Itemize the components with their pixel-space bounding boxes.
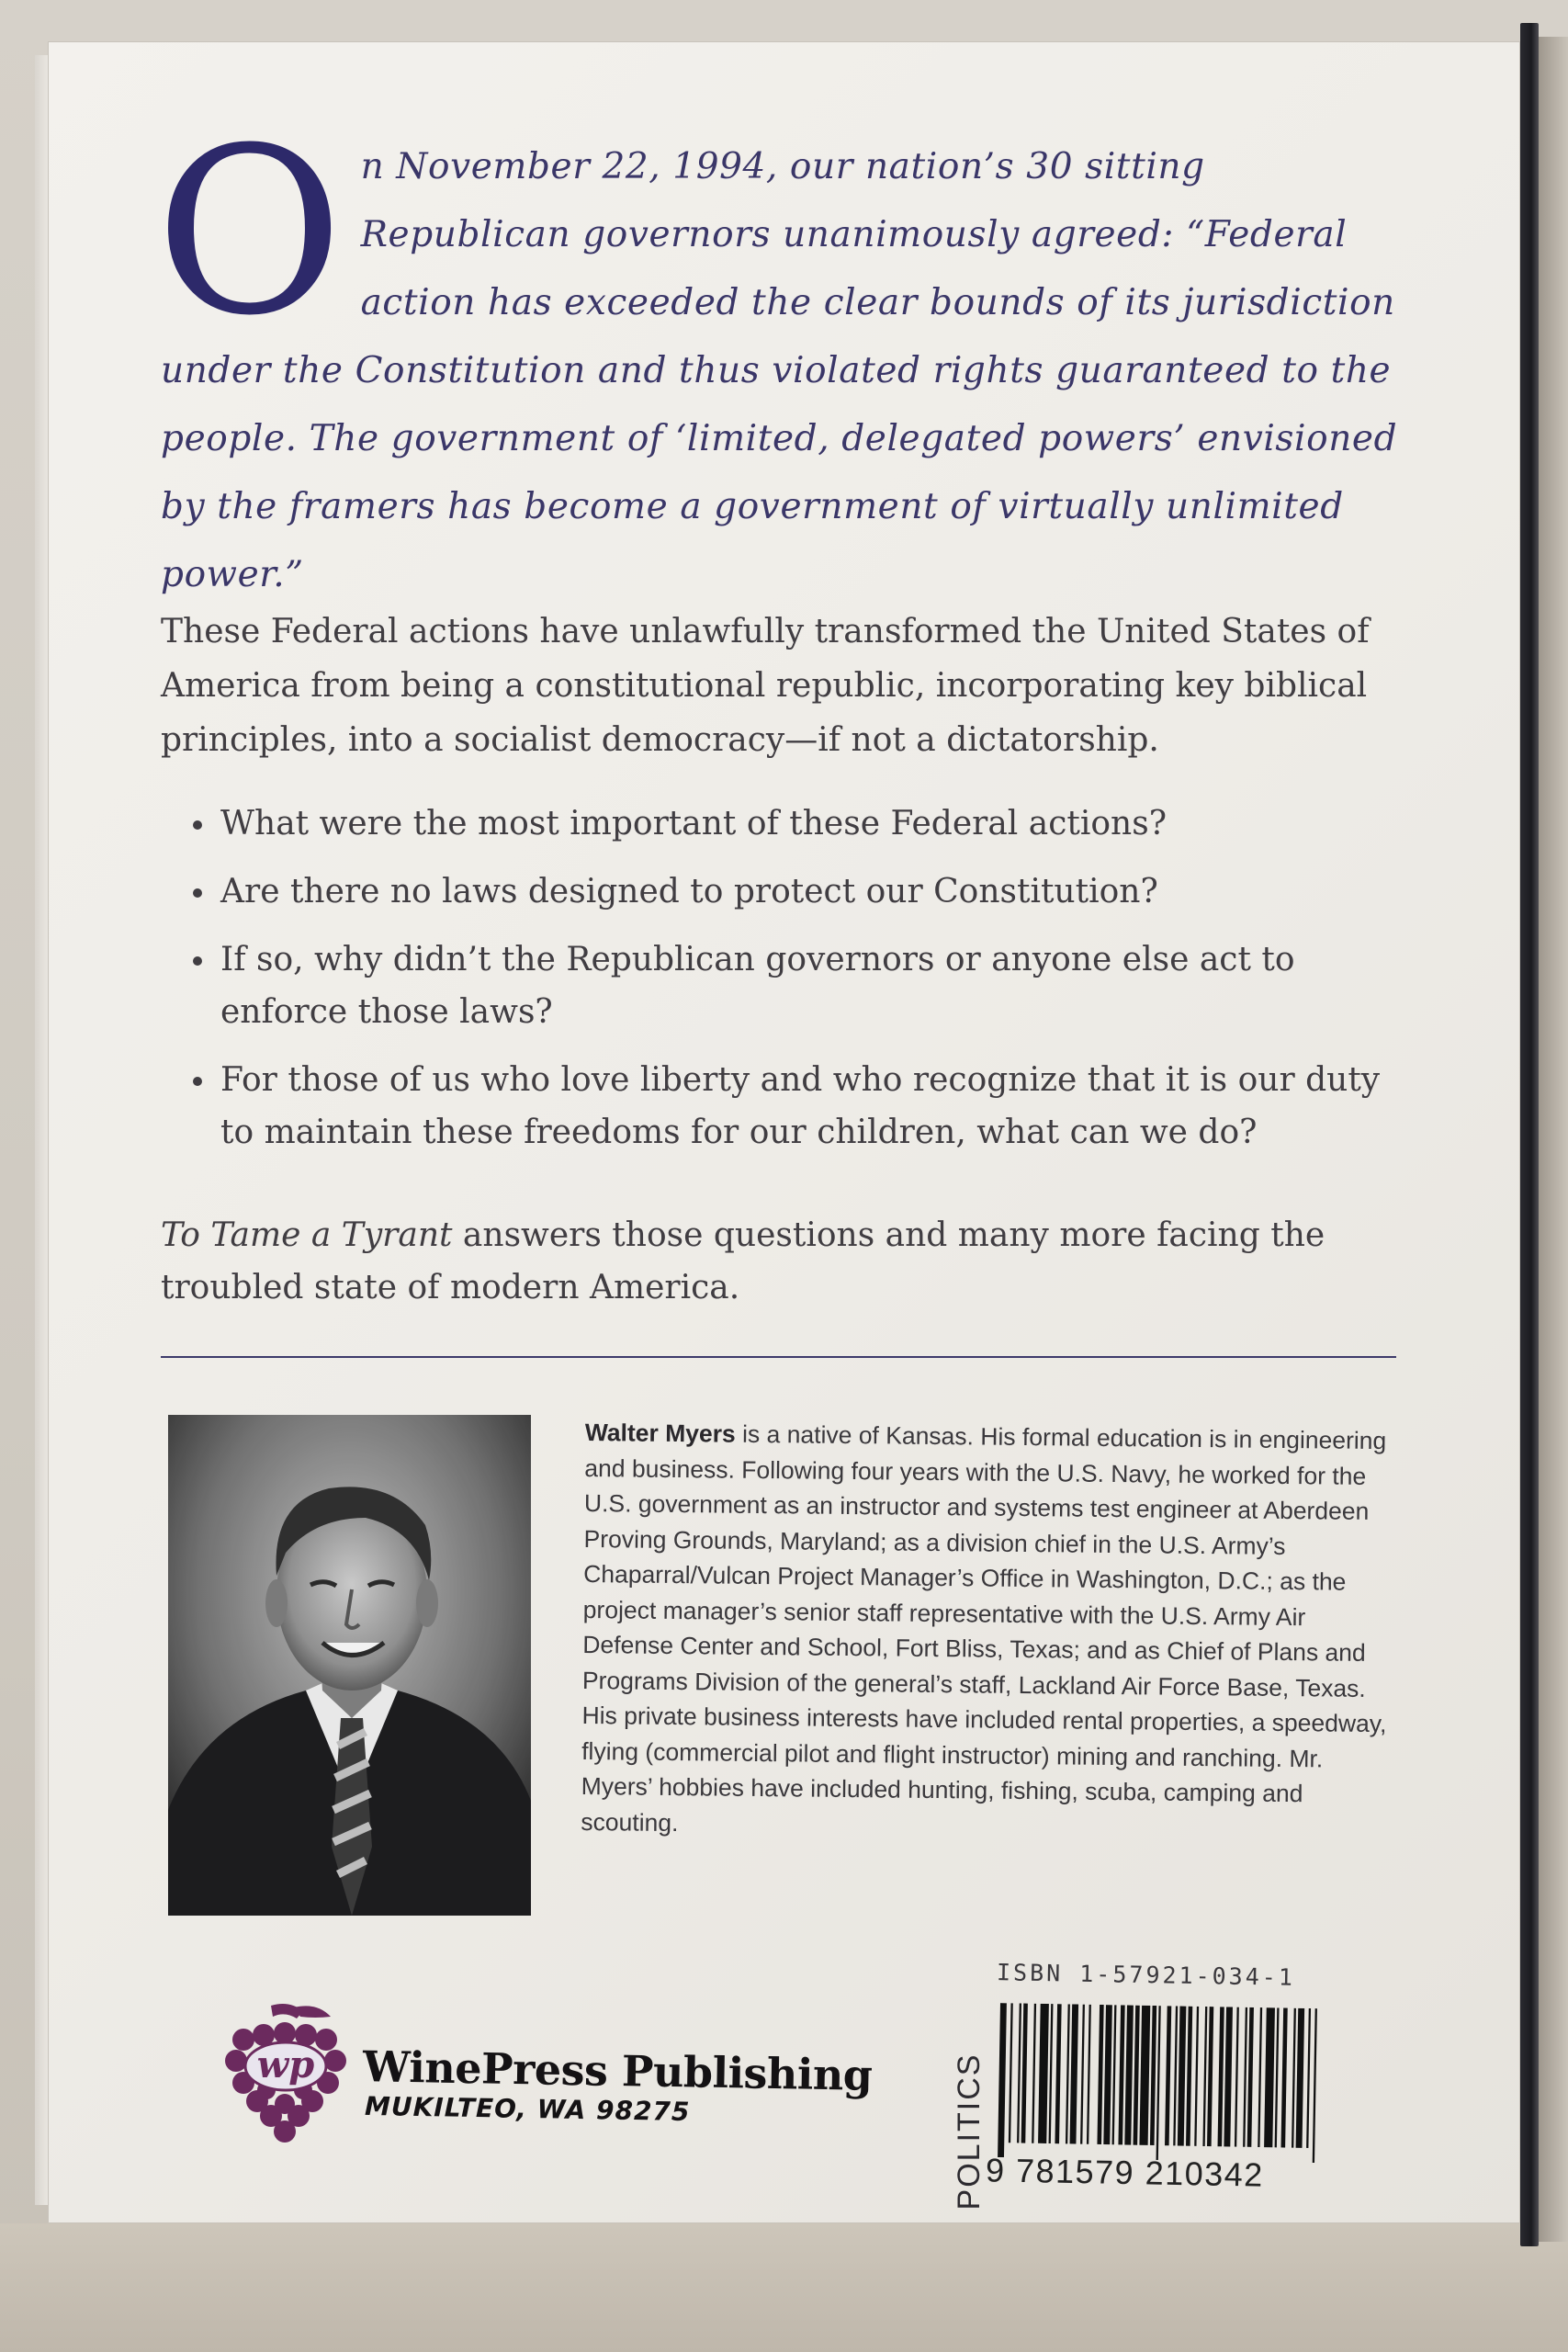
- barcode-bar: [1264, 2007, 1275, 2147]
- barcode-bar: [1038, 2004, 1049, 2143]
- barcode-bar: [1258, 2007, 1262, 2147]
- barcode-bar: [1021, 2004, 1028, 2143]
- barcode-bar: [1049, 2004, 1054, 2143]
- barcode-bar: [1080, 2005, 1085, 2144]
- book-left-edge: [35, 55, 48, 2205]
- barcode-bar: [1207, 2007, 1213, 2146]
- barcode-bar: [1194, 2007, 1199, 2146]
- barcode-bar: [1139, 2006, 1150, 2145]
- category-label: POLITICS: [952, 2052, 987, 2211]
- background-right: [1539, 37, 1568, 2242]
- barcode-bar: [1009, 2003, 1013, 2143]
- logo-initials: wp: [256, 2043, 315, 2086]
- author-portrait-image: [168, 1415, 531, 1916]
- book-spine: [1520, 23, 1539, 2246]
- barcode-bar: [1112, 2005, 1117, 2144]
- barcode-bar: [1134, 2006, 1140, 2145]
- barcode-bar: [1066, 2004, 1070, 2143]
- author-name: Walter Myers: [584, 1418, 736, 1448]
- barcode-bar: [1247, 2007, 1254, 2147]
- closing-paragraph: [161, 1209, 1415, 1314]
- list-item: Are there no laws designed to protect our Constitution?: [193, 865, 1415, 918]
- author-bio: [581, 1415, 1398, 1848]
- divider: [161, 1356, 1396, 1358]
- barcode-bar: [1178, 2006, 1187, 2145]
- author-photo: [168, 1415, 531, 1916]
- barcode-bar: [1173, 2006, 1178, 2145]
- barcode-bar: [1118, 2005, 1124, 2144]
- list-item: For those of us who love liberty and who recognize that it is our duty to maintain these freedoms for our children, what can we do?: [193, 1054, 1415, 1159]
- barcode-bar: [1218, 2007, 1224, 2146]
- barcode-bar: [1313, 2008, 1317, 2163]
- publisher-city: MUKILTEO, WA 98275: [364, 2090, 691, 2128]
- barcode-bar: [1070, 2004, 1079, 2143]
- pull-quote: [155, 98, 1415, 609]
- barcode: [994, 2003, 1323, 2163]
- barcode-bar: [1097, 2005, 1103, 2144]
- barcode-bar: [1055, 2004, 1061, 2143]
- author-bio-text: is a native of Kansas. His formal education is in engineering and business. Following four years with the U.S. Navy, he worked for the U.S. government as an instructor and systems test engineer at Aberdeen Proving Grounds, Maryland; as a division chief in the U.S. Army’s Chaparral/Vulcan Project Manager’s Office in Washington, D.C.; as the project manager’s senior staff representative with the U.S. Army Air Defense Center and School, Fort Bliss, Texas; and as Chief of Plans and Programs Division of the general’s staff, Lackland Air Force Base, Texas. His private business interests have included rental properties, a speedway, flying (commercial pilot and flight instructor) mining and ranching. Mr. Myers’ hobbies have included hunting, fishing, scuba, camping and scouting.: [581, 1419, 1387, 1837]
- barcode-bar: [1103, 2005, 1112, 2144]
- question-list: [193, 797, 1415, 1174]
- pull-quote-text: n November 22, 1994, our nation’s 30 sitting Republican governors unanimously agreed: “Federal action has exceeded the clear bounds of its jurisdiction under the Constitution and thus violated rights guaranteed to the people. The government of ‘limited, delegated powers’ envisioned by the framers has become a government of virtually unlimited power.”: [161, 146, 1398, 595]
- barcode-bar: [1292, 2008, 1296, 2148]
- barcode-bar: [1150, 2006, 1156, 2145]
- floor-shadow: [0, 2223, 1568, 2352]
- barcode-bar: [1296, 2008, 1305, 2148]
- barcode-bar: [1280, 2007, 1287, 2147]
- barcode-bar: [1243, 2007, 1247, 2147]
- barcode-bar: [1087, 2005, 1091, 2144]
- barcode-bar: [1017, 2003, 1021, 2143]
- list-item: If so, why didn’t the Republican governors or anyone else act to enforce those laws?: [193, 933, 1415, 1038]
- closing-text: answers those questions and many more facing the troubled state of modern America.: [161, 1216, 1325, 1306]
- isbn-label: ISBN 1-57921-034-1: [996, 1959, 1296, 1991]
- list-item: What were the most important of these Federal actions?: [193, 797, 1415, 850]
- barcode-bar: [1275, 2007, 1280, 2147]
- barcode-bar: [1306, 2008, 1311, 2148]
- barcode-bar: [1032, 2004, 1036, 2143]
- barcode-bar: [1156, 2006, 1161, 2160]
- barcode-bar: [1124, 2005, 1134, 2144]
- barcode-bar: [998, 2003, 1007, 2157]
- barcode-bar: [1202, 2007, 1207, 2146]
- drop-cap: O: [155, 98, 344, 366]
- barcode-digits: 9 781579 210342: [985, 2151, 1265, 2194]
- barcode-bar: [1235, 2007, 1239, 2147]
- publisher-logo: [216, 1998, 354, 2150]
- barcode-bar: [1186, 2007, 1192, 2146]
- book-title: To Tame a Tyrant: [161, 1216, 453, 1254]
- barcode-bar: [1165, 2006, 1171, 2145]
- publisher-name: WinePress Publishing: [362, 2041, 873, 2100]
- barcode-bar: [1224, 2007, 1233, 2146]
- intro-paragraph: These Federal actions have unlawfully transformed the United States of America from being a constitutional republic, incorporating key biblical principles, into a socialist democracy—if not a dictatorship.: [161, 613, 1370, 759]
